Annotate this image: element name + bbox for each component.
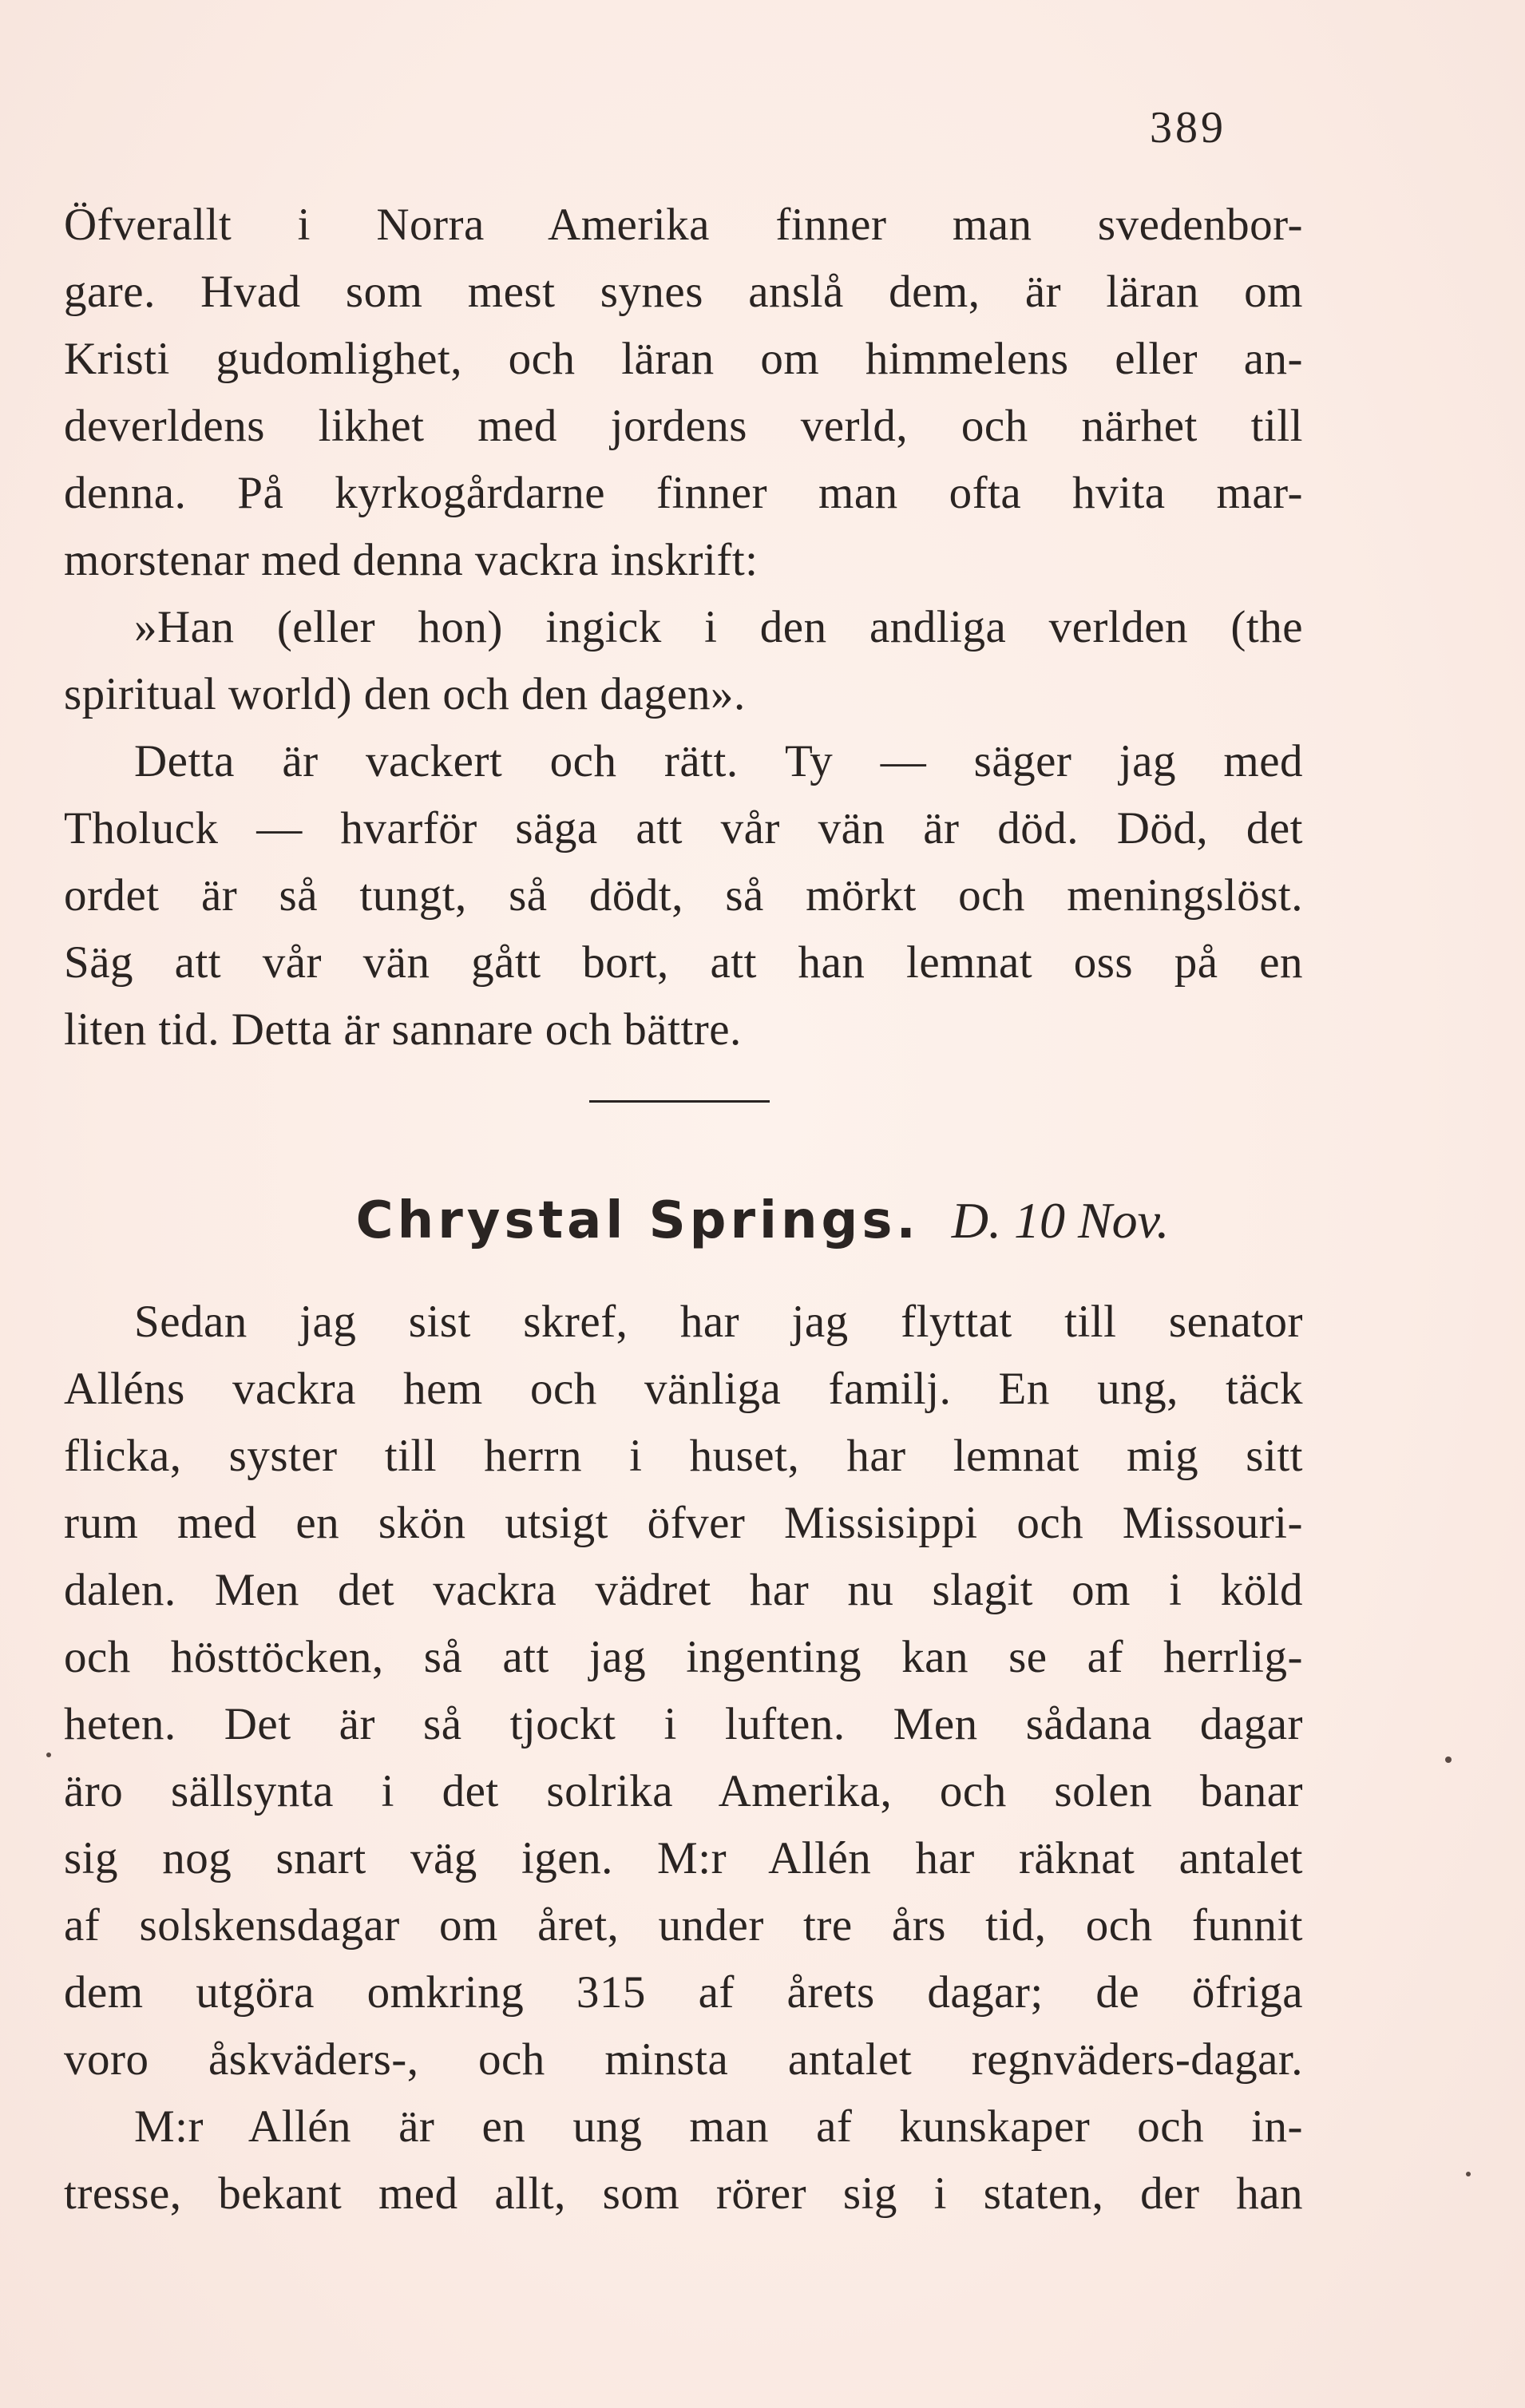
heading-date: D. 10 Nov. xyxy=(951,1192,1170,1249)
text-line: Tholuck — hvarför säga att vår vän är död. Död, det xyxy=(64,803,1303,853)
text-line: sig nog snart väg igen. M:r Allén har räknat antalet xyxy=(64,1833,1303,1883)
text-line: deverldens likhet med jordens verld, och närhet till xyxy=(64,401,1303,451)
text-line: Detta är vackert och rätt. Ty — säger jag med xyxy=(134,736,1303,786)
text-line: flicka, syster till herrn i huset, har lemnat mig sitt xyxy=(64,1431,1303,1481)
print-speck xyxy=(1445,1756,1452,1763)
text-line: Öfverallt i Norra Amerika finner man svedenbor- xyxy=(64,200,1303,250)
section-divider xyxy=(589,1100,770,1103)
text-line: heten. Det är så tjockt i luften. Men sådana dagar xyxy=(64,1699,1303,1749)
text-line: tresse, bekant med allt, som rörer sig i staten, der han xyxy=(64,2168,1303,2219)
text-line: liten tid. Detta är sannare och bättre. xyxy=(64,1004,742,1055)
section-heading xyxy=(0,1185,1525,1257)
text-line: äro sällsynta i det solrika Amerika, och solen banar xyxy=(64,1766,1303,1816)
text-line: dem utgöra omkring 315 af årets dagar; de öfriga xyxy=(64,1967,1303,2018)
text-line: Sedan jag sist skref, har jag flyttat till senator xyxy=(134,1297,1303,1347)
page-number: 389 xyxy=(1150,103,1226,152)
text-line: gare. Hvad som mest synes anslå dem, är läran om xyxy=(64,267,1303,317)
text-line: M:r Allén är en ung man af kunskaper och in- xyxy=(134,2101,1303,2152)
print-speck xyxy=(46,1753,51,1757)
text-line: spiritual world) den och den dagen». xyxy=(64,669,746,719)
text-line: Alléns vackra hem och vänliga familj. En ung, täck xyxy=(64,1364,1303,1414)
text-line: voro åskväders-, och minsta antalet regnväders-dagar. xyxy=(64,2034,1303,2085)
text-line: morstenar med denna vackra inskrift: xyxy=(64,535,759,585)
print-speck xyxy=(1466,2172,1471,2176)
text-line: rum med en skön utsigt öfver Missisippi och Missouri- xyxy=(64,1498,1303,1548)
text-line: och hösttöcken, så att jag ingenting kan se af herrlig- xyxy=(64,1632,1303,1682)
text-line: denna. På kyrkogårdarne finner man ofta hvita mar- xyxy=(64,468,1303,518)
text-line: af solskensdagar om året, under tre års tid, och funnit xyxy=(64,1900,1303,1951)
text-line: Säg att vår vän gått bort, att han lemnat oss på en xyxy=(64,937,1303,988)
text-line: ordet är så tungt, så dödt, så mörkt och meningslöst. xyxy=(64,870,1303,921)
text-line: dalen. Men det vackra vädret har nu slagit om i köld xyxy=(64,1565,1303,1615)
text-line: Kristi gudomlighet, och läran om himmelens eller an- xyxy=(64,334,1303,384)
heading-place: Chrystal Springs. xyxy=(355,1191,920,1250)
text-line: »Han (eller hon) ingick i den andliga verlden (the xyxy=(134,602,1303,652)
